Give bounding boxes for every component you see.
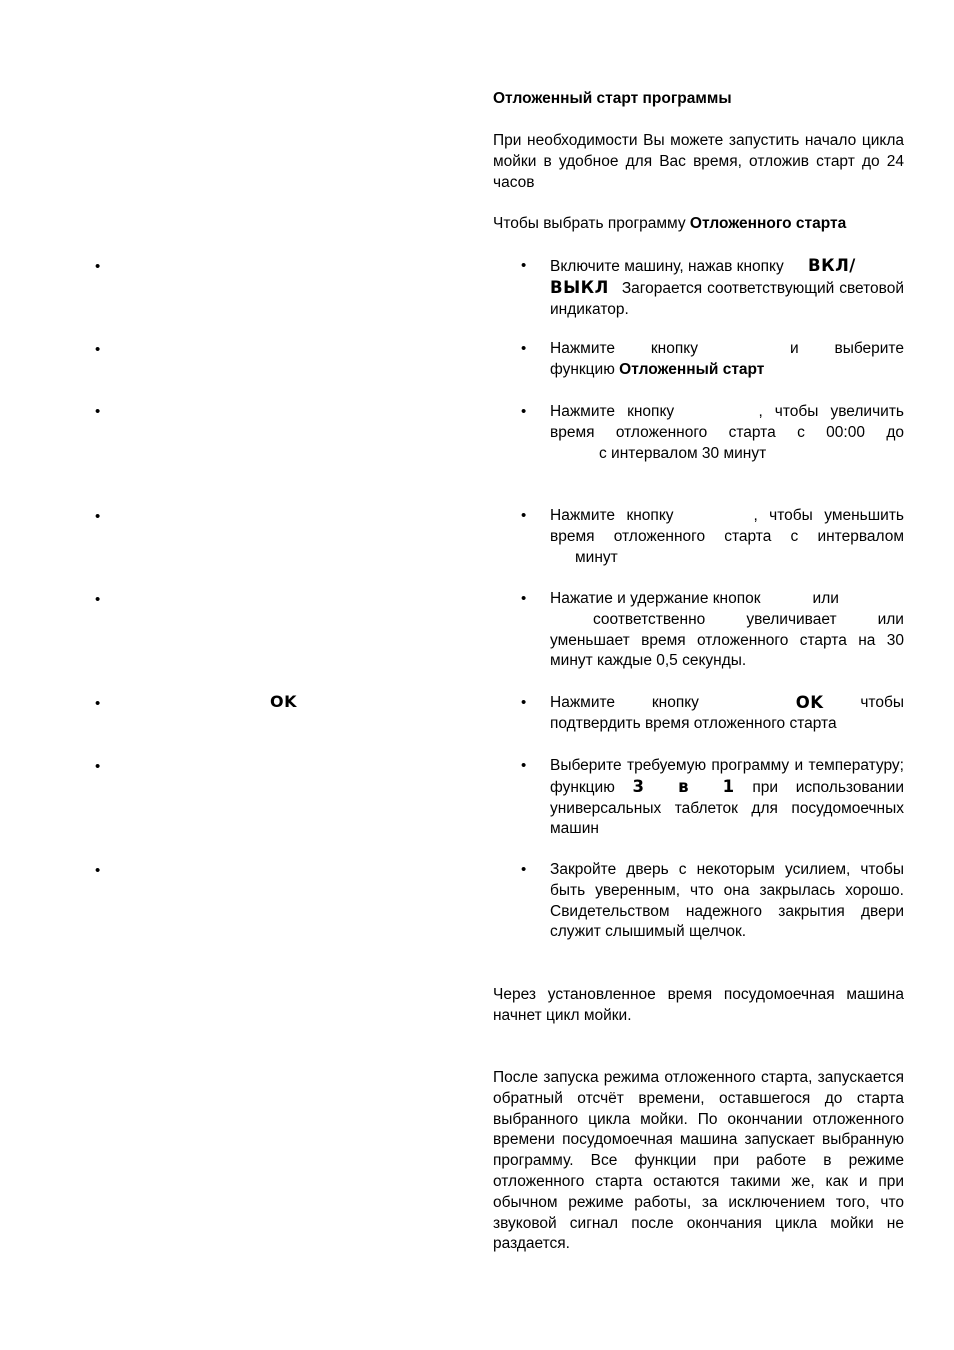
step-2-bold: Отложенный старт	[619, 360, 765, 378]
step-8	[493, 860, 904, 943]
step-3-line-2: время отложенного старта с 00:00 до	[550, 423, 904, 441]
ok-key-label: OK	[795, 693, 824, 712]
left-bullet-2: •	[95, 341, 101, 358]
step-1	[493, 256, 904, 320]
step-2	[493, 339, 904, 381]
step-3	[493, 402, 904, 464]
step-5-line-2c: или	[877, 610, 904, 628]
left-bullet-7: •	[95, 758, 101, 775]
choose-paragraph	[493, 214, 904, 235]
after-paragraph: Через установленное время посудомоечная машина начнет цикл мойки.	[493, 986, 904, 1024]
step-4	[493, 506, 904, 568]
step-bullet: •	[521, 861, 527, 878]
final-paragraph: После запуска режима отложенного старта, запускается обратный отсчёт времени, оставшегося до старта выбранного цикла мойки. По окончании отложенного времени посудомоечная машина запускает выбранную программу. Все функции при работе в режиме отложенного старта остаются такими же, как и при обычном режиме работы, за исключением того, что звуковой сигнал после окончания цикла мойки не раздается.	[493, 1069, 904, 1253]
step-1-text-b: Загорается соответствующий световой индикатор.	[550, 279, 904, 318]
step-2-text-b: и выберите функцию	[550, 340, 904, 378]
step-4-line-3: минут	[575, 548, 618, 566]
step-6-line-2: подтвердить время отложенного старта	[550, 714, 837, 732]
step-8-text: Закройте дверь с некоторым усилием, чтобы быть уверенным, что она закрылась хорошо. Свидетельством надежного закрытия двери служит слышимый щелчок.	[550, 861, 904, 941]
step-bullet: •	[521, 757, 527, 774]
step-bullet: •	[521, 340, 527, 357]
step-bullet: •	[521, 257, 527, 274]
step-6-text-a: Нажмите	[550, 694, 616, 711]
step-5	[493, 589, 904, 672]
step-4-line-1: Нажмите кнопку , чтобы уменьшить	[550, 507, 904, 524]
step-3-line-1: Нажмите кнопку , чтобы увеличить	[550, 403, 904, 420]
step-bullet: •	[521, 590, 527, 607]
step-5-rest: уменьшает время отложенного старта на 30 минут каждые 0,5 секунды.	[550, 631, 904, 670]
step-5-line-1b: или	[812, 590, 839, 607]
left-bullet-3: •	[95, 403, 101, 420]
step-2-text-a: Нажмите кнопку	[550, 340, 698, 357]
left-ok-label: OK	[270, 692, 297, 711]
step-6	[493, 693, 904, 735]
step-5-line-1	[550, 589, 904, 610]
section-title: Отложенный старт программы	[493, 90, 732, 107]
step-5-line-1a: Нажатие и удержание кнопок	[550, 590, 761, 607]
power-key-label-2: ВЫКЛ	[550, 277, 609, 297]
step-1-text-a: Включите машину, нажав кнопку	[550, 258, 784, 275]
step-3-line-3: с интервалом 30 минут	[599, 444, 767, 462]
step-5-line-2b: увеличивает	[746, 610, 837, 628]
step-7-text-b: при использовании универсальных таблеток для посудомоечных машин	[550, 778, 904, 838]
step-6-line-1	[550, 693, 904, 714]
left-bullet-4: •	[95, 508, 101, 525]
step-bullet: •	[521, 507, 527, 524]
step-5-line-2	[550, 610, 904, 631]
left-bullet-8: •	[95, 862, 101, 879]
step-6-text-c: чтобы	[860, 694, 904, 711]
step-bullet: •	[521, 694, 527, 711]
power-key-label: ВКЛ/	[808, 256, 856, 275]
step-7-text-a: Выберите требуемую программу и температуру; функцию	[550, 757, 904, 796]
left-bullet-6: •	[95, 695, 101, 712]
left-bullet-1: •	[95, 258, 101, 275]
step-7	[493, 756, 904, 840]
choose-bold: Отложенного старта	[689, 215, 847, 232]
choose-prefix: Чтобы выбрать программу	[493, 215, 690, 232]
step-4-line-2: время отложенного старта с интервалом	[550, 527, 904, 545]
intro-paragraph: При необходимости Вы можете запустить начало цикла мойки в удобное для Вас время, отложив старт до 24 часов	[493, 132, 904, 191]
step-5-line-2a: соответственно	[593, 610, 706, 628]
3in1-key-label: 3 в 1	[632, 776, 735, 796]
left-bullet-5: •	[95, 591, 101, 608]
step-bullet: •	[521, 403, 527, 420]
step-6-text-b: кнопку	[651, 694, 699, 711]
